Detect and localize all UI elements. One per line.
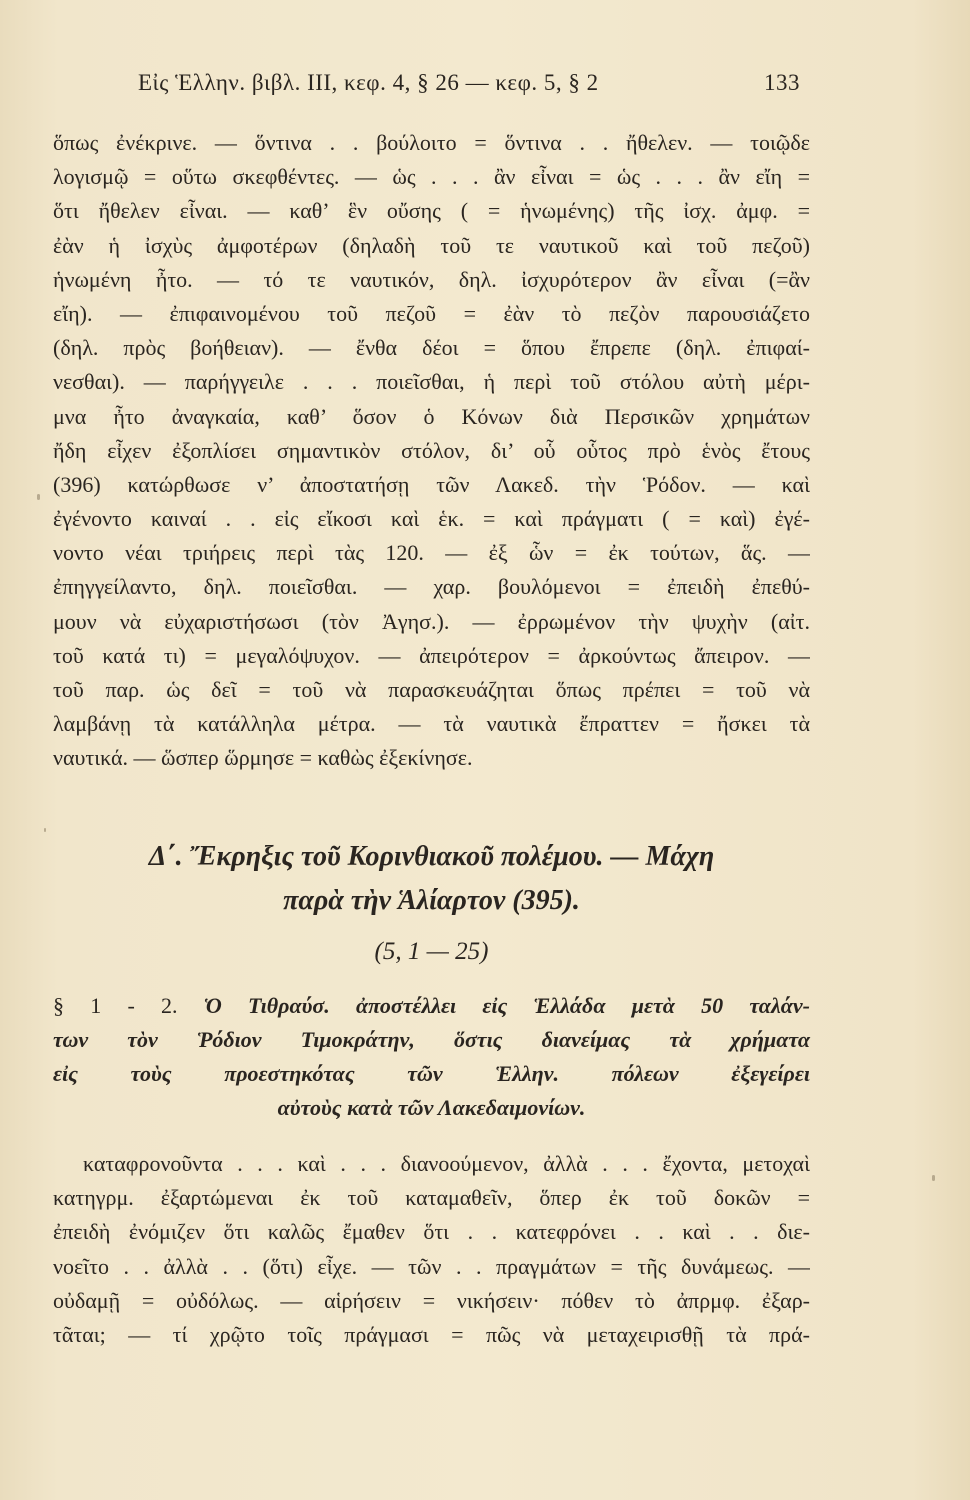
text-line: ἡνωμένη ἦτο. — τό τε ναυτικόν, δηλ. ἰσχυρότερον ἂν εἶναι (=ἂν bbox=[53, 266, 810, 292]
text-line: λαμβάνῃ τὰ κατάλληλα μέτρα. — τὰ ναυτικὰ ἔπραττεν = ἤσκει τὰ bbox=[53, 711, 810, 737]
paragraph-mark: § 1 - 2. bbox=[53, 993, 178, 1018]
section-range: (5, 1 — 25) bbox=[374, 938, 489, 965]
running-head bbox=[138, 70, 800, 104]
text-line: καταφρονοῦντα . . . καὶ . . . διανοούμενον, ἀλλὰ . . . ἔχοντα, μετοχαὶ bbox=[83, 1151, 810, 1176]
text-line: ὅτι ἤθελεν εἶναι. — καθ’ ἓν οὔσης ( = ἡνωμένης) τῆς ἰσχ. ἀμφ. = bbox=[53, 198, 810, 224]
text-line: ναυτικά. — ὥσπερ ὥρμησε = καθὼς ἐξεκίνησε. bbox=[53, 745, 473, 771]
section-heading bbox=[53, 835, 810, 923]
text-line: ἐπηγγείλαντο, δηλ. ποιεῖσθαι. — χαρ. βουλόμενοι = ἐπειδὴ ἐπεθύ- bbox=[53, 574, 810, 600]
text-line: ἐπειδὴ ἐνόμιζεν ὅτι καλῶς ἔμαθεν ὅτι . . κατεφρόνει . . καὶ . . διε- bbox=[53, 1219, 810, 1245]
summary-line bbox=[53, 989, 810, 1023]
summary-text: Ὁ Τιθραύσ. ἀποστέλλει εἰς Ἑλλάδα μετὰ 50 ταλάν- bbox=[203, 993, 810, 1018]
text-line: μουν νὰ εὐχαριστήσωσι (τὸν Ἀγησ.). — ἐρρωμένον τὴν ψυχὴν (αἰτ. bbox=[53, 608, 810, 634]
text-line: νοντο νέαι τριήρεις περὶ τὰς 120. — ἐξ ὧν = ἐκ τούτων, ἅς. — bbox=[53, 540, 810, 566]
text-line: τοῦ κατά τι) = μεγαλόψυχον. — ἀπειρότερον = ἀρκούντως ἄπειρον. — bbox=[53, 642, 810, 668]
summary-line: αὐτοὺς κατὰ τῶν Λακεδαιμονίων. bbox=[277, 1095, 586, 1120]
text-line: κατηγρμ. ἐξαρτώμεναι ἐκ τοῦ καταμαθεῖν, ὅπερ ἐκ τοῦ δοκῶν = bbox=[53, 1185, 810, 1211]
text-line: εἴη). — ἐπιφαινομένου τοῦ πεζοῦ = ἐὰν τὸ πεζὸν παρουσιάζετο bbox=[53, 300, 810, 326]
page-number: 133 bbox=[764, 70, 800, 95]
section-summary bbox=[53, 989, 810, 1125]
text-line: ἐγένοντο καιναί . . εἰς εἴκοσι καὶ ἑκ. = καὶ πράγματι ( = καὶ) ἐγέ- bbox=[53, 506, 810, 532]
paper-speck bbox=[44, 828, 46, 832]
text-line: οὐδαμῇ = οὐδόλως. — αἱρήσειν = νικήσειν· πόθεν τὸ ἀπρμφ. ἐξαρ- bbox=[53, 1287, 810, 1313]
summary-line: των τὸν Ῥόδιον Τιμοκράτην, ὅστις διανείμας τὰ χρήματα bbox=[53, 1027, 810, 1052]
section-heading-line: Δ΄. Ἔκρηξις τοῦ Κορινθιακοῦ πολέμου. — Μάχη bbox=[148, 841, 715, 872]
text-line: λογισμῷ = οὕτω σκεφθέντες. — ὡς . . . ἂν εἶναι = ὡς . . . ἂν εἴη = bbox=[53, 164, 810, 190]
running-head-title: Εἰς Ἑλλην. βιβλ. III, κεφ. 4, § 26 — κεφ. 5, § 2 bbox=[138, 70, 599, 95]
commentary-notes-bottom bbox=[53, 1147, 810, 1352]
text-line: ἐὰν ἡ ἰσχὺς ἀμφοτέρων (δηλαδὴ τοῦ τε ναυτικοῦ καὶ τοῦ πεζοῦ) bbox=[53, 232, 810, 258]
text-line: μνα ἦτο ἀναγκαία, καθ’ ὅσον ὁ Κόνων διὰ Περσικῶν χρημάτων bbox=[53, 403, 810, 429]
paper-speck bbox=[932, 1175, 935, 1181]
summary-line: εἰς τοὺς προεστηκότας τῶν Ἑλλην. πόλεων ἐξεγείρει bbox=[53, 1061, 810, 1086]
text-line: τοῦ παρ. ὡς δεῖ = τοῦ νὰ παρασκευάζηται ὅπως πρέπει = τοῦ νὰ bbox=[53, 677, 810, 702]
text-line: τᾶται; — τί χρῷτο τοῖς πράγμασι = πῶς νὰ μεταχειρισθῇ τὰ πρά- bbox=[53, 1321, 810, 1347]
section-heading-line: παρὰ τὴν Ἁλίαρτον (395). bbox=[283, 885, 580, 916]
text-line: (δηλ. πρὸς βοήθειαν). — ἔνθα δέοι = ὅπου ἔπρεπε (δηλ. ἐπιφαί- bbox=[53, 335, 810, 361]
text-line: νεσθαι). — παρήγγειλε . . . ποιεῖσθαι, ἡ περὶ τοῦ στόλου αὐτὴ μέρι- bbox=[53, 369, 810, 395]
text-line: (396) κατώρθωσε ν’ ἀποστατήσῃ τῶν Λακεδ. τὴν Ῥόδον. — καὶ bbox=[53, 471, 810, 497]
text-line: ὅπως ἐνέκρινε. — ὅντινα . . βούλοιτο = ὅντινα . . ἤθελεν. — τοιῷδε bbox=[53, 130, 810, 155]
paper-speck bbox=[37, 494, 40, 500]
commentary-notes-top bbox=[53, 126, 810, 776]
text-line: νοεῖτο . . ἀλλὰ . . (ὅτι) εἶχε. — τῶν . . πραγμάτων = τῆς δυνάμεως. — bbox=[53, 1253, 810, 1279]
text-line: ἤδη εἶχεν ἐξοπλίσει σημαντικὸν στόλον, δι’ οὗ οὗτος πρὸ ἑνὸς ἔτους bbox=[53, 437, 810, 463]
